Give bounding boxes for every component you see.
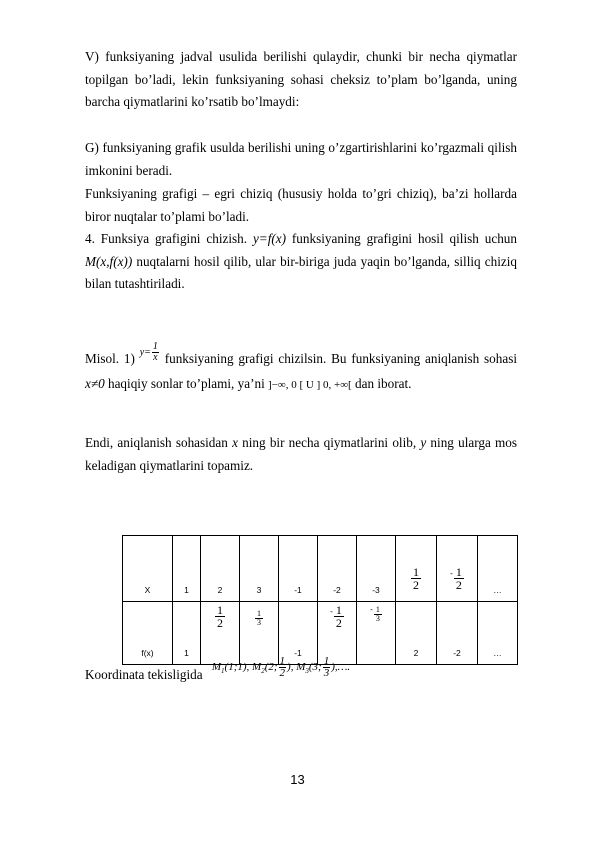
fx-cell-neg-third: - $\frac{1}{3}$ (357, 602, 396, 665)
fx-cell-half: $\frac{1}{2}$ (201, 602, 240, 665)
fx-cell-ellipsis: … (478, 602, 518, 665)
fx-cell: -2 (437, 602, 478, 665)
x-cell: 1 (173, 536, 201, 602)
fx-cell: 2 (396, 602, 437, 665)
x-cell-fraction: $\frac{1}{2}$ (396, 536, 437, 602)
paragraph-table-method: V) funksiyaning jadval usulida berilishi qulaydir, chunki bir necha qiymatlar topilgan bo’ladi, lekin funksiyaning sohasi cheksiz to’plam bo’lganda, uning barcha qiymatlarini ko’rsatib bo’lmaydi: (85, 49, 517, 110)
fx-cell-third: $\frac{1}{3}$ (240, 602, 279, 665)
paragraph-graph-drawing: 4. Funksiya grafigini chizish. y=f(x) funksiyaning grafigini hosil qilish uchun M(x,f(x)) nuqtalarni hosil qilib, ular bir-biriga juda yaqin bo’lganda, silliq chiziq bilan tutashtiriladi. (85, 231, 517, 292)
row-label-fx: f(x) (123, 602, 173, 665)
coordinates-line: Koordinata tekisligida $^{M_1(1;1), M_2(2; \frac{1}{2} ), M_3(3; \frac{1}{3} ),\dots.}$ (85, 654, 351, 682)
table-row-fx (123, 602, 518, 665)
x-cell: 3 (240, 536, 279, 602)
paragraph-example: Misol. 1) $^{y= \frac{1}{x}}$ funksiyaning grafigi chizilsin. Bu funksiyaning aniqlanish sohasi x≠0 haqiqiy sonlar to’plami, ya’ni ]−∞, 0 [ U ] 0, +∞[ dan iborat. (85, 341, 518, 391)
paragraph-graphic-method: G) funksiyaning grafik usulda berilishi uning o’zgartirishlarini ko’rgazmali qilish imkonini beradi. (85, 140, 517, 178)
values-table (122, 535, 518, 665)
points-formula: M1(1;1), M2(2; 1 2 ), M3(3; 1 3 ),…. (211, 654, 351, 679)
row-label-x: X (123, 536, 173, 602)
page-number: 13 (290, 772, 305, 787)
x-cell-ellipsis: … (478, 536, 518, 602)
domain-set: ]−∞, 0 [ U ] 0, +∞[ (268, 378, 352, 391)
fx-cell: 1 (173, 602, 201, 665)
x-cell: -1 (279, 536, 318, 602)
example-formula: y= 1 x (139, 341, 158, 364)
table-row-x (123, 536, 518, 602)
paragraph-graph-definition: Funksiyaning grafigi – egri chiziq (hususiy holda to’gri chiziq), ba’zi hollarda biror nuqtalar to’plami bo’ladi. (85, 186, 517, 224)
x-cell: -3 (357, 536, 396, 602)
fx-cell-neg-half: - $\frac{1}{2}$ (318, 602, 357, 665)
paragraph-values-intro: Endi, aniqlanish sohasidan x ning bir necha qiymatlarini olib, y ning ularga mos keladigan qiymatlarini topamiz. (85, 435, 518, 473)
x-cell: 2 (201, 536, 240, 602)
fx-cell: -1 (279, 602, 318, 665)
x-cell: -2 (318, 536, 357, 602)
x-cell-fraction-negative: - $\frac{1}{2}$ (437, 536, 478, 602)
